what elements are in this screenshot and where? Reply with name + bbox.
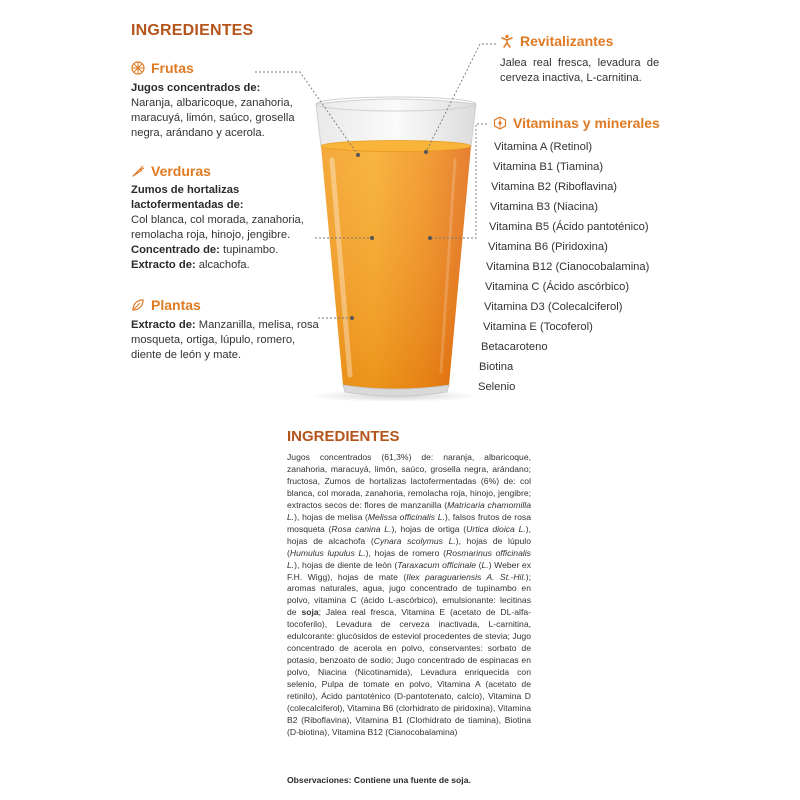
leader-dot bbox=[370, 236, 374, 240]
vitamina-item: Vitamina B1 (Tiamina) bbox=[493, 161, 604, 173]
juice-surface bbox=[321, 141, 471, 152]
plantas-line-rest: Manzanilla, melisa, rosa bbox=[195, 319, 319, 331]
latin-name: Rosmarinus officinalis L. bbox=[287, 547, 531, 570]
revitalizantes-line: Jalea real fresca, levadura de bbox=[500, 57, 660, 69]
vitamina-item: Vitamina B12 (Cianocobalamina) bbox=[486, 261, 650, 273]
text-run: ), hojas de romero ( bbox=[365, 547, 447, 558]
revitalizantes-title-label: Revitalizantes bbox=[520, 33, 614, 49]
revitalizantes-line: cerveza inactiva, L-carnitina. bbox=[500, 72, 642, 84]
latin-name: L. bbox=[481, 559, 489, 570]
text-run: ); aromas naturales, agua, jugo concentrado de tupinambo en polvo, vitamina C (ácido L-ascórbico), emulsionante: lecitinas de bbox=[287, 571, 531, 618]
vitaminas-title-label: Vitaminas y minerales bbox=[513, 115, 660, 131]
bottom-heading: INGREDIENTES bbox=[287, 428, 400, 445]
text-run: ), hojas de lúpulo ( bbox=[287, 535, 531, 558]
frutas-line: Naranja, albaricoque, zanahoria, bbox=[131, 97, 293, 109]
plantas-title-label: Plantas bbox=[151, 297, 201, 313]
verduras-label: lactofermentadas de: bbox=[131, 199, 244, 211]
frutas-line: maracuyá, limón, saúco, grosella bbox=[131, 112, 295, 124]
observaciones: Observaciones: Contiene una fuente de soja. bbox=[287, 775, 471, 785]
leader-dot bbox=[350, 316, 354, 320]
verduras-line: remolacha roja, hinojo, jengibre. bbox=[131, 229, 291, 241]
text-run: ( bbox=[476, 559, 482, 570]
leader-dot bbox=[356, 153, 360, 157]
vitamina-item: Vitamina B5 (Ácido pantoténico) bbox=[489, 221, 649, 233]
text-run: ), hojas de diente de león ( bbox=[294, 559, 398, 570]
verduras-line: Col blanca, col morada, zanahoria, bbox=[131, 214, 304, 226]
vitamina-item: Vitamina B6 (Piridoxina) bbox=[488, 241, 608, 253]
text-run: ), hojas de alcachofa ( bbox=[287, 523, 531, 546]
latin-name: Melissa officinalis L. bbox=[367, 511, 445, 522]
latin-name: Rosa canina L. bbox=[331, 523, 392, 534]
text-run: ), falsos frutos de rosa mosqueta ( bbox=[287, 511, 531, 534]
extracto-label: Extracto de: bbox=[131, 259, 196, 271]
vitamina-item: Biotina bbox=[479, 361, 514, 373]
text-run: ; Jalea real fresca, Vitamina E (acetato de DL-alfa-tocoferilo), Levadura de cerveza inactivada, L-carnitina, edulcorante: glucósidos de esteviol procedentes de stevia; Jugo concentrado de acerola en polvo, conservantes: sorbato de potasio, benzoato de sodio; Jugo concentrado de espinacas en polvo, Niacina (Nicotinamida), Levadura enriquecida con selenio, Pulpa de tomate en polvo, Vitamina A (acetato de retinilo), Ácido pantoténico (D-pantotenato, calcio), Vitamina D (colecalciferol), Vitamina B6 (clorhidrato de piridoxina), Vitamina B2 (Riboflavina), Vitamina B1 (Clorhidrato de tiamina), Biotina (D-biotina), Vitamina B12 (Cianocobalamina) bbox=[287, 607, 531, 737]
ingredients-paragraph bbox=[287, 452, 531, 739]
glass-rim bbox=[316, 99, 476, 146]
extracto-value: alcachofa. bbox=[195, 259, 250, 271]
vitamina-item: Vitamina B3 (Niacina) bbox=[490, 201, 598, 213]
concentrado-value: tupinambo. bbox=[219, 244, 279, 256]
frutas-title-label: Frutas bbox=[151, 60, 194, 76]
verduras-label: Zumos de hortalizas bbox=[131, 184, 240, 196]
latin-name: Matricaria chamomilla L. bbox=[287, 499, 531, 522]
text-run: Jugos concentrados (61,3%) de: naranja, albaricoque, zanahoria, maracuyá, limón, saúco, grosella negra, arándano; fructosa, Zumos de hortalizas lactofermentadas (6%) de: col blanca, col morada, zanahoria, remolacha roja, hinojo, jengibre; extractos secos de: flores de manzanilla ( bbox=[287, 452, 531, 510]
vitamina-item: Vitamina D3 (Colecalciferol) bbox=[484, 301, 623, 313]
concentrado-label: Concentrado de: bbox=[131, 244, 220, 256]
text-run: ), hojas de ortiga ( bbox=[391, 523, 467, 534]
latin-name: Cynara scolymus L. bbox=[373, 535, 456, 546]
frutas-label: Jugos concentrados de: bbox=[131, 82, 261, 94]
plantas-label: Extracto de: bbox=[131, 319, 196, 331]
plantas-line: mosqueta, ortiga, lúpulo, romero, bbox=[131, 334, 296, 346]
leader-dot bbox=[428, 236, 432, 240]
plantas-line: diente de león y mate. bbox=[131, 349, 242, 361]
vitamina-item: Betacaroteno bbox=[481, 341, 548, 353]
latin-name: Ilex paraguariensis A. St.-Hil. bbox=[406, 571, 526, 582]
text-run: ) Weber ex F.H. Wigg), hojas de mate ( bbox=[287, 559, 532, 582]
vitamina-item: Selenio bbox=[478, 381, 516, 393]
verduras-title-label: Verduras bbox=[151, 163, 211, 179]
latin-name: Humulus lupulus L. bbox=[289, 547, 366, 558]
vitamina-item: Vitamina E (Tocoferol) bbox=[483, 321, 593, 333]
vitamina-item: Vitamina B2 (Riboflavina) bbox=[491, 181, 618, 193]
frutas-line: negra, arándano y acerola. bbox=[131, 127, 265, 139]
latin-name: Urtica dioica L. bbox=[466, 523, 526, 534]
leader-dot bbox=[424, 150, 428, 154]
vitamina-item: Vitamina A (Retinol) bbox=[494, 141, 593, 153]
text-run: ), hojas de melisa ( bbox=[294, 511, 368, 522]
allergen-soja: soja bbox=[301, 607, 319, 618]
latin-name: Taraxacum officinale bbox=[397, 559, 477, 570]
vitamina-item: Vitamina C (Ácido ascórbico) bbox=[485, 281, 630, 293]
top-heading: INGREDIENTES bbox=[131, 22, 254, 39]
